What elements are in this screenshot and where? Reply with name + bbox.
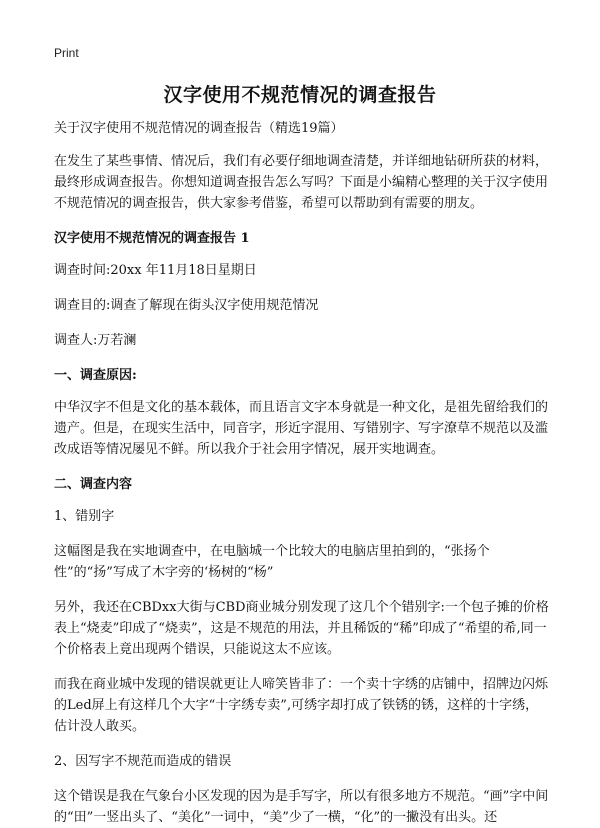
heading-content: 二、调查内容 xyxy=(54,477,133,492)
print-label[interactable]: Print xyxy=(54,46,79,60)
section-title: 汉字使用不规范情况的调查报告 1 xyxy=(54,231,250,246)
meta-purpose: 调查目的:调查了解现在街头汉字使用规范情况 xyxy=(54,298,319,313)
meta-time: 调查时间:20xx 年11月18日星期日 xyxy=(54,263,257,278)
subheading-handwriting: 2、因写字不规范而造成的错误 xyxy=(54,754,232,769)
document-body xyxy=(54,118,550,828)
document-subtitle: 关于汉字使用不规范情况的调查报告（精选19篇） xyxy=(54,121,344,136)
handwriting-paragraph: 这个错误是我在气象台小区发现的因为是手写字，所以有很多地方不规范。“画”字中间的“田”一竖出头了、“美化”一词中，“美”少了一横，“化”的一撇没有出头。还 xyxy=(54,789,549,825)
meta-person: 调查人:万若澜 xyxy=(54,333,137,348)
heading-reason: 一、调查原因: xyxy=(54,368,137,383)
typo-paragraph-1: 这幅图是我在实地调查中，在电脑城一个比较大的电脑店里拍到的，“张扬个性”的“扬”写成了木字旁的‘杨树的“杨” xyxy=(54,544,490,580)
typo-paragraph-2: 另外，我还在CBDxx大街与CBD商业城分别发现了这几个个错别字:一个包子摊的价格表上“烧麦”印成了“烧卖”，这是不规范的用法，并且稀饭的“稀”印成了“希望的希,同一个价格表上竟出现两个错误，只能说这太不应该。 xyxy=(54,600,549,657)
typo-paragraph-3: 而我在商业城中发现的错误就更让人啼笑皆非了：一个卖十字绣的店铺中，招牌边闪烁的Led屏上有这样几个大字“十字绣专卖”,可绣字却打成了铁锈的锈，这样的十字绣，估计没人敢买。 xyxy=(54,677,549,734)
intro-paragraph: 在发生了某些事情、情况后，我们有必要仔细地调查清楚，并详细地钻研所获的材料，最终形成调查报告。你想知道调查报告怎么写吗？下面是小编精心整理的关于汉字使用不规范情况的调查报告，供大家参考借鉴，希望可以帮助到有需要的朋友。 xyxy=(54,154,549,211)
subheading-typos: 1、错别字 xyxy=(54,509,115,524)
reason-paragraph: 中华汉字不但是文化的基本载体，而且语言文字本身就是一种文化，是祖先留给我们的遗产。但是，在现实生活中，同音字，形近字混用、写错别字、写字潦草不规范以及滥改成语等情况屡见不鲜。所以我介于社会用字情况，展开实地调查。 xyxy=(54,400,549,457)
page-title: 汉字使用不规范情况的调查报告 xyxy=(163,84,437,106)
